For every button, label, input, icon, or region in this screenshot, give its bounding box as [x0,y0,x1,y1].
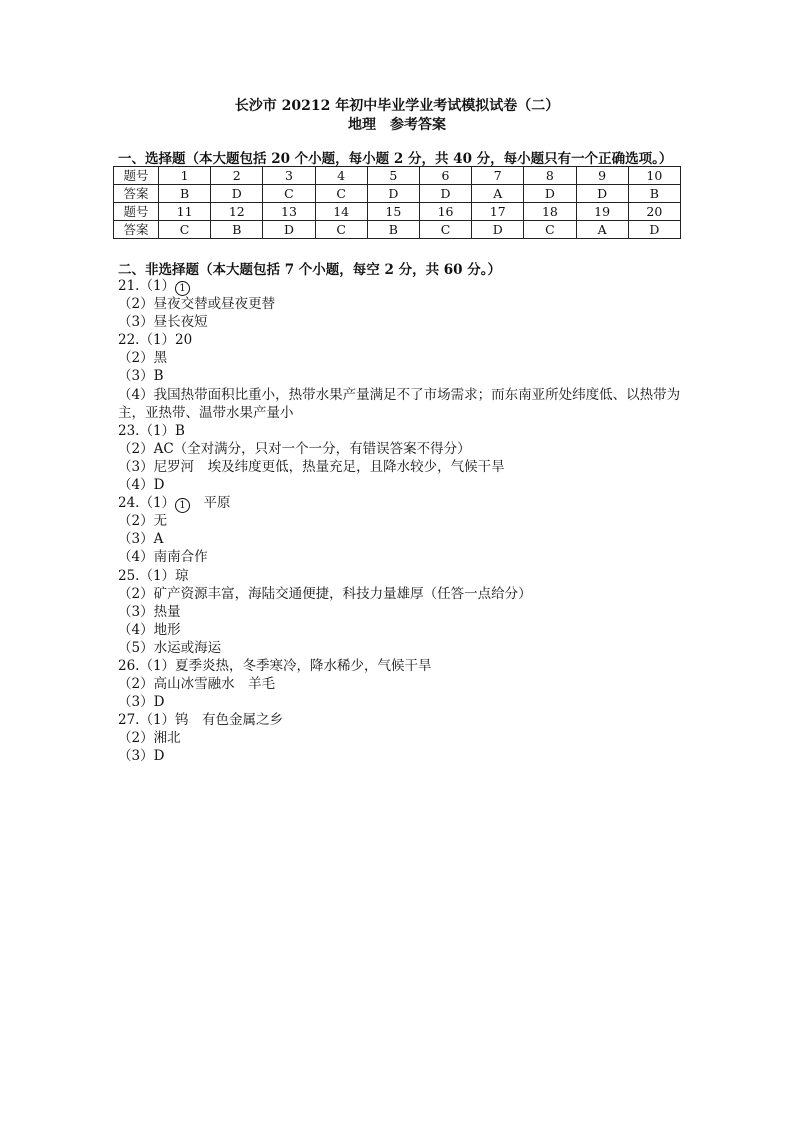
table-cell: B [628,185,680,203]
table-cell: 15 [367,203,419,221]
row-label: 答案 [114,221,159,239]
answer-line: （2）黑 [118,350,168,367]
table-cell: C [263,185,315,203]
answer-line: （3）热量 [118,603,181,620]
answer-line [118,494,688,512]
table-cell: 6 [419,167,471,185]
table-cell: D [419,185,471,203]
answer-text: 平原 [190,495,231,512]
answer-number: 24.（1） [118,495,176,512]
table-cell: D [263,221,315,239]
circled-number: 1 [175,498,190,513]
answer-table [113,166,681,239]
answer-line: （3）D [118,694,165,711]
answer-line: （3）B [118,368,164,385]
table-cell: 18 [524,203,576,221]
answer-line: （2）无 [118,513,168,530]
table-row [114,185,681,203]
circled-number: 1 [175,281,190,296]
table-cell: 3 [263,167,315,185]
table-cell: 4 [315,167,367,185]
table-cell: 1 [159,167,211,185]
table-cell: 7 [472,167,524,185]
document-title: 长沙市 20212 年初中毕业学业考试模拟试卷（二） [234,98,560,114]
document-subtitle: 地理 参考答案 [348,117,446,133]
table-cell: C [315,221,367,239]
table-row [114,203,681,221]
table-cell: 5 [367,167,419,185]
answer-line: （5）水运或海运 [118,639,222,656]
answer-number: 21.（1） [118,278,176,294]
table-cell: D [576,185,628,203]
table-cell: D [211,185,263,203]
answer-line: （2）昼夜交替或昼夜更替 [118,296,276,313]
answer-line: （3）尼罗河 埃及纬度更低，热量充足，且降水较少，气候干旱 [118,458,505,475]
table-cell: 11 [159,203,211,221]
answer-line: （2）矿产资源丰富，海陆交通便捷，科技力量雄厚（任答一点给分） [118,585,532,602]
table-cell: 19 [576,203,628,221]
table-cell: C [524,221,576,239]
answer-line: （2）高山冰雪融水 羊毛 [118,676,276,693]
table-cell: 16 [419,203,471,221]
answer-line: （3）A [118,531,164,548]
table-cell: D [367,185,419,203]
table-cell: B [367,221,419,239]
table-cell: 10 [628,167,680,185]
table-cell: D [472,221,524,239]
table-cell: C [159,221,211,239]
row-label: 答案 [114,185,159,203]
answer-line: （4）地形 [118,621,181,638]
table-cell: D [524,185,576,203]
row-label: 题号 [114,203,159,221]
table-cell: B [159,185,211,203]
answer-line: 22.（1）20 [118,332,193,349]
table-row [114,221,681,239]
table-cell: A [472,185,524,203]
answer-line: 27.（1）钨 有色金属之乡 [118,712,284,729]
answer-line: （2）湘北 [118,730,181,747]
answer-line: （4）我国热带面积比重小，热带水果产量满足不了市场需求；而东南亚所处纬度低、以热带为主，亚热带、温带水果产量小 [118,386,681,421]
table-cell: C [419,221,471,239]
section-2-heading: 二、非选择题（本大题包括 7 个小题，每空 2 分，共 60 分。） [118,262,502,278]
table-cell: 13 [263,203,315,221]
table-cell: 12 [211,203,263,221]
table-cell: D [628,221,680,239]
answer-line: （4）南南合作 [118,549,208,566]
row-label: 题号 [114,167,159,185]
answer-line: 25.（1）琼 [118,567,189,584]
answer-line: （3）昼长夜短 [118,314,208,331]
answer-line: 26.（1）夏季炎热，冬季寒冷，降水稀少，气候干旱 [118,657,432,674]
answer-line: （4）D [118,477,165,494]
table-cell: B [211,221,263,239]
table-cell: 17 [472,203,524,221]
table-cell: C [315,185,367,203]
answer-line [118,277,688,295]
answer-line: （2）AC（全对满分，只对一个一分，有错误答案不得分） [118,440,471,457]
table-cell: 9 [576,167,628,185]
table-cell: 14 [315,203,367,221]
table-cell: A [576,221,628,239]
answer-line: （3）D [118,748,165,765]
answer-list [118,277,688,766]
table-cell: 8 [524,167,576,185]
table-row [114,167,681,185]
table-cell: 2 [211,167,263,185]
answer-line: 23.（1）B [118,422,185,439]
section-1-heading: 一、选择题（本大题包括 20 个小题，每小题 2 分，共 40 分，每小题只有一个正确选项。） [118,151,673,167]
table-cell: 20 [628,203,680,221]
